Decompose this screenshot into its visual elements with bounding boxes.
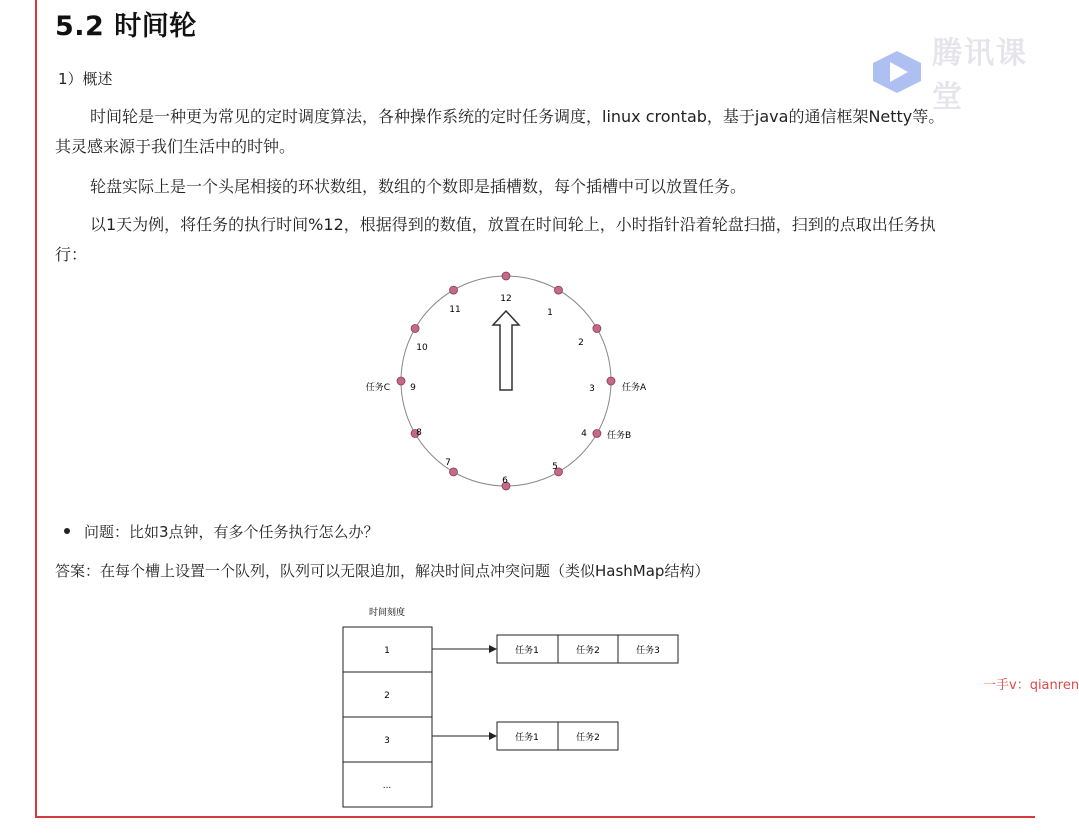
logo-text: 腾讯课堂 bbox=[932, 36, 1028, 115]
play-icon bbox=[870, 49, 924, 95]
slot-dot-1 bbox=[555, 286, 563, 294]
task-b-label: 任务B bbox=[607, 431, 632, 441]
queue-task-1-2: 任务2 bbox=[576, 646, 600, 656]
hour-label-3: 3 bbox=[589, 384, 595, 394]
slot-dot-11 bbox=[450, 286, 458, 294]
queue-title: 时间刻度 bbox=[368, 608, 406, 618]
bottom-margin-line bbox=[35, 816, 1035, 818]
slot-dot-10 bbox=[411, 325, 419, 333]
slot-dot-2 bbox=[593, 325, 601, 333]
paragraph-3: 以1天为例，将任务的执行时间%12，根据得到的数值，放置在时间轮上，小时指针沿着轮盘扫描，扫到的点取出任务执行： bbox=[55, 215, 936, 264]
queue-task-1-1: 任务1 bbox=[515, 646, 539, 656]
section-heading: 5.2 时间轮 bbox=[55, 11, 197, 42]
hour-label-4: 4 bbox=[581, 429, 587, 439]
slot-label-3: 3 bbox=[384, 736, 390, 746]
queue-task-3-1: 任务1 bbox=[515, 733, 539, 743]
queue-diagram bbox=[330, 600, 710, 812]
watermark: 一手v：qianren bbox=[983, 678, 1079, 693]
slot-label-4: ... bbox=[382, 781, 392, 791]
subheading: 1）概述 bbox=[58, 70, 113, 88]
time-wheel-diagram bbox=[360, 275, 680, 500]
hour-label-5: 5 bbox=[552, 462, 558, 472]
hour-label-10: 10 bbox=[416, 343, 428, 353]
task-a-label: 任务A bbox=[622, 383, 647, 393]
hour-label-7: 7 bbox=[445, 458, 451, 468]
slot-label-1: 1 bbox=[384, 646, 390, 656]
hour-label-1: 1 bbox=[547, 308, 553, 318]
paragraph-1: 时间轮是一种更为常见的定时调度算法，各种操作系统的定时任务调度，linux crontab，基于java的通信框架Netty等。其灵感来源于我们生活中的时钟。 bbox=[55, 107, 945, 156]
left-margin-line bbox=[35, 0, 37, 818]
slot-dot-9 bbox=[397, 377, 405, 385]
task-c-label: 任务C bbox=[365, 383, 390, 393]
hour-label-8: 8 bbox=[416, 428, 422, 438]
slot-dot-3 bbox=[607, 377, 615, 385]
question-bullet: 问题：比如3点钟，有多个任务执行怎么办？ bbox=[64, 521, 379, 542]
hour-hand-arrow bbox=[493, 311, 519, 390]
queue-task-1-3: 任务3 bbox=[636, 646, 660, 656]
slot-dot-7 bbox=[450, 468, 458, 476]
hour-label-9: 9 bbox=[410, 383, 416, 393]
answer-text: 答案：在每个槽上设置一个队列，队列可以无限追加，解决时间点冲突问题（类似HashMap结构） bbox=[55, 562, 710, 580]
hour-label-2: 2 bbox=[578, 338, 584, 348]
slot-dot-4 bbox=[593, 430, 601, 438]
queue-task-3-2: 任务2 bbox=[576, 733, 600, 743]
slot-label-2: 2 bbox=[384, 691, 390, 701]
hour-label-6: 6 bbox=[502, 476, 508, 486]
slot-dot-12 bbox=[502, 272, 510, 280]
hour-label-11: 11 bbox=[449, 305, 461, 315]
hour-label-12: 12 bbox=[500, 294, 512, 304]
paragraph-2: 轮盘实际上是一个头尾相接的环状数组，数组的个数即是插槽数，每个插槽中可以放置任务。 bbox=[90, 177, 747, 196]
